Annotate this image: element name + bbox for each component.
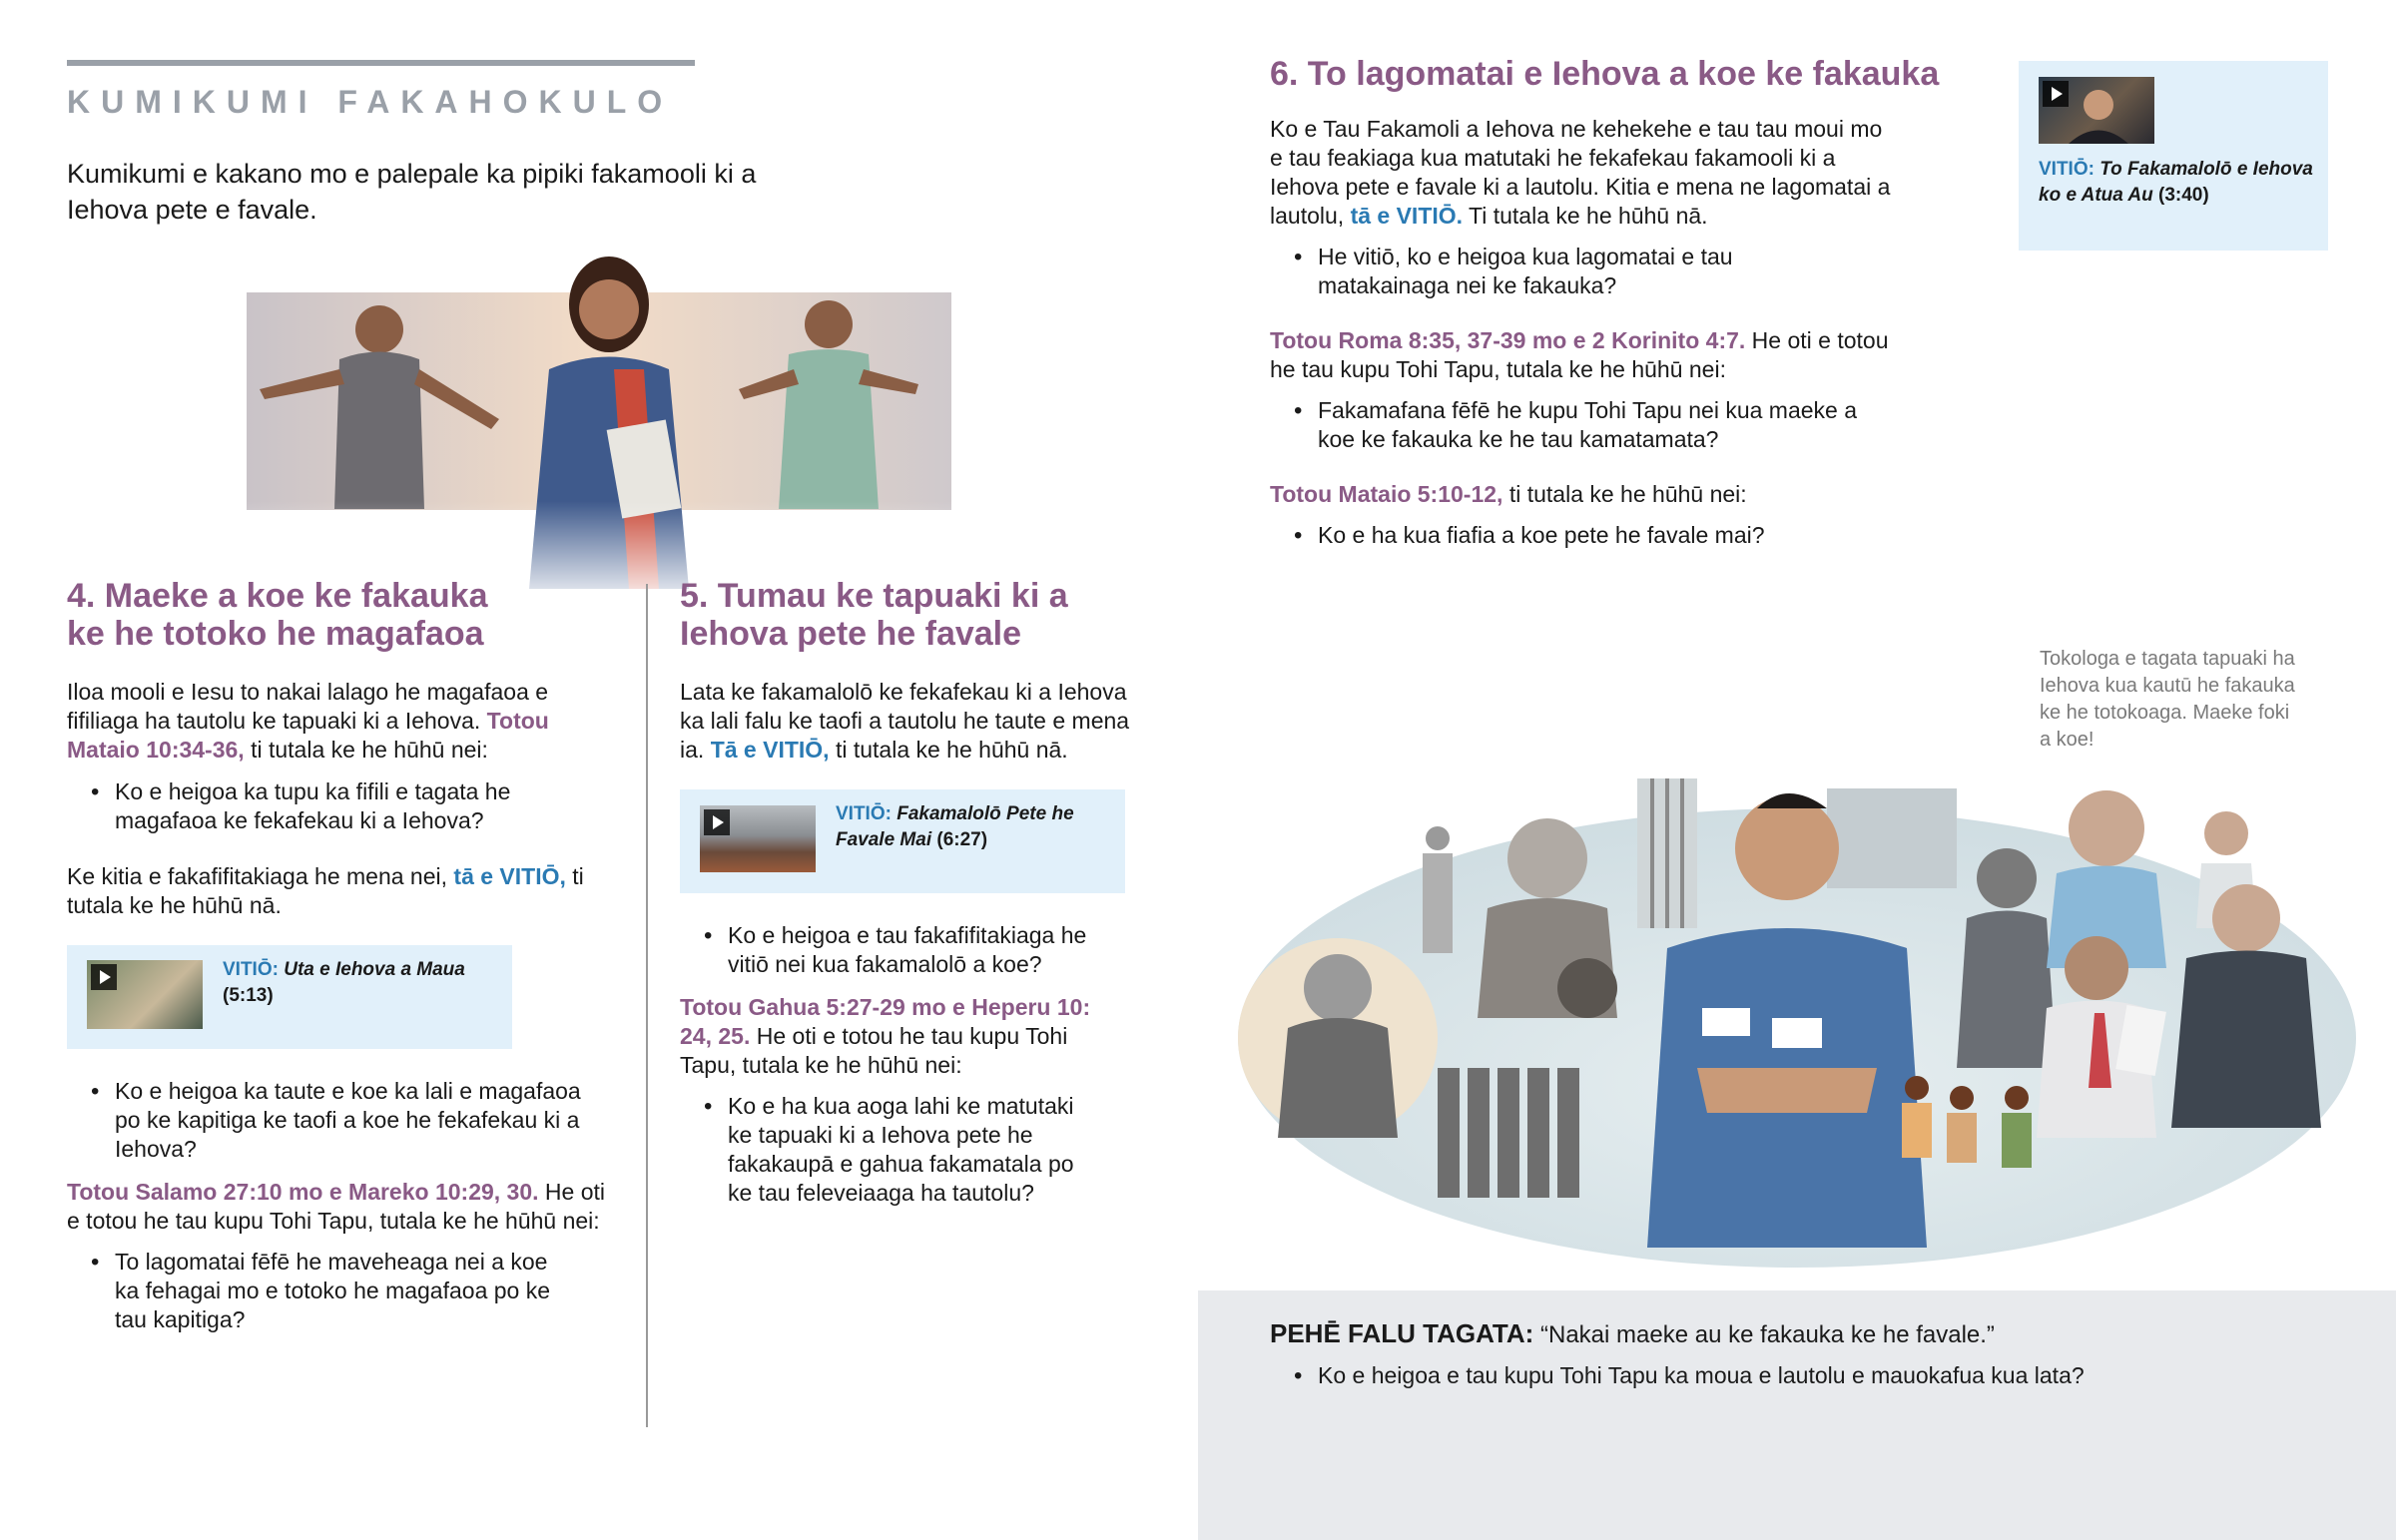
scripture-ref[interactable]: Totou Mataio 5:10-12,	[1270, 481, 1503, 507]
faithful-worshippers-illustration	[1228, 769, 2361, 1268]
play-icon	[704, 809, 730, 835]
column-divider	[646, 584, 648, 1427]
video-thumbnail	[87, 960, 203, 1029]
section-4-heading: 4. Maeke a koe ke fakauka ke he totoko he magafaoa	[67, 577, 488, 653]
video-link[interactable]: Tā e VITIŌ,	[710, 737, 830, 763]
footer-panel	[1198, 1290, 2396, 1540]
section-4-paragraph-1: Iloa mooli e Iesu to nakai lalago he magafaoa e fifiliaga ha tautolu ke tapuaki ki a Iehova. Totou Mataio 10:34-36, ti tutala ke he hūhū nei:	[67, 679, 549, 763]
section-5	[680, 577, 1139, 1208]
video-card-atua[interactable]	[2019, 61, 2328, 251]
question-item: • Ko e heigoa ka tupu ka fifili e tagata he magafaoa ke fekafekau ki a Iehova?	[67, 777, 536, 835]
section-4-paragraph-3: Totou Salamo 27:10 mo e Mareko 10:29, 30. He oti e totou he tau kupu Tohi Tapu, tutala ke he hūhū nei:	[67, 1179, 606, 1234]
question-item: • To lagomatai fēfē he maveheaga nei a koe ka fehagai mo e totoko he magafaoa po ke tau kapitiga?	[67, 1248, 576, 1334]
video-link[interactable]: tā e VITIŌ.	[1350, 203, 1464, 229]
video-thumbnail	[2039, 77, 2154, 144]
scripture-ref[interactable]: Totou Roma 8:35, 37-39 mo e 2 Korinito 4:7.	[1270, 327, 1746, 353]
video-thumbnail	[700, 805, 816, 872]
video-link[interactable]: tā e VITIŌ,	[453, 863, 566, 889]
scripture-ref[interactable]: Totou Mataio 10:34-36,	[67, 708, 549, 763]
section-kicker: KUMIKUMI FAKAHOKULO	[67, 84, 674, 120]
scripture-ref[interactable]: Totou Gahua 5:27-29 mo e Heperu 10: 24, 25.	[680, 994, 1091, 1049]
video-label: VITIŌ: Uta e Iehova a Maua (5:13)	[223, 959, 465, 1006]
question-item: • He vitiō, ko e heigoa kua lagomatai e tau matakainaga nei ke fakauka?	[1270, 243, 1869, 300]
scripture-ref[interactable]: Totou Salamo 27:10 mo e Mareko 10:29, 30.	[67, 1179, 539, 1205]
intro-text: Kumikumi e kakano mo e palepale ka pipiki fakamooli ki a Iehova pete e favale.	[67, 159, 757, 225]
section-6-paragraph-1: Ko e Tau Fakamoli a Iehova ne kehekehe e tau tau moui mo e tau feakiaga kua matutaki he fekafekau fakamooli ki a Iehova pete e favale ki a lautolu. Kitia e mena ne lagomatai a lautolu, tā e VITIŌ. Ti tutala ke he hūhū nā.	[1270, 116, 1891, 229]
section-6-paragraph-2: Totou Roma 8:35, 37-39 mo e 2 Korinito 4:7. He oti e totou he tau kupu Tohi Tapu, tutala ke he hūhū nei:	[1270, 327, 1889, 382]
question-item: • Ko e heigoa ka taute e koe ka lali e magafaoa po ke kapitiga ke taofi a koe he fekafekau ki a Iehova?	[67, 1077, 586, 1164]
section-5-heading: 5. Tumau ke tapuaki ki a Iehova pete he favale	[680, 577, 1068, 653]
question-item: • Ko e ha kua fiafia a koe pete he favale mai?	[1270, 521, 1909, 550]
illustration-caption: Tokologa e tagata tapuaki ha Iehova kua kautū he fakauka ke he totokoaga. Maeke foki a koe!	[2040, 648, 2295, 751]
video-label: VITIŌ: To Fakamalolō e Iehova ko e Atua Au (3:40)	[2039, 159, 2313, 206]
question-item: • Ko e ha kua aoga lahi ke matutaki ke tapuaki ki a Iehova pete he fakakaupā e gahua fakamatala po ke tau feleveiaaga ha tautolu?	[680, 1092, 1089, 1208]
video-card-fakamalolo[interactable]	[680, 789, 1125, 893]
header-rule	[67, 60, 695, 66]
section-4-paragraph-2: Ke kitia e fakafifitakiaga he mena nei, tā e VITIŌ, ti tutala ke he hūhū nā.	[67, 863, 584, 918]
family-illustration	[220, 250, 958, 609]
play-icon	[91, 964, 117, 990]
footer-label: PEHĒ FALU TAGATA:	[1270, 1318, 1534, 1348]
footer-quote: “Nakai maeke au ke fakauka ke he favale.”	[1533, 1321, 1995, 1348]
play-icon	[2043, 81, 2069, 107]
section-5-paragraph-1: Lata ke fakamalolō ke fekafekau ki a Iehova ka lali falu ke taofi a tautolu he taute e mena ia. Tā e VITIŌ, ti tutala ke he hūhū nā.	[680, 679, 1130, 763]
question-item: • Ko e heigoa e tau kupu Tohi Tapu ka moua e lautolu e mauokafua kua lata?	[1270, 1361, 2268, 1390]
section-6-paragraph-3: Totou Mataio 5:10-12, ti tutala ke he hūhū nei:	[1270, 481, 1747, 507]
section-5-paragraph-2: Totou Gahua 5:27-29 mo e Heperu 10: 24, 25. He oti e totou he tau kupu Tohi Tapu, tutala ke he hūhū nei:	[680, 994, 1091, 1078]
section-6	[1270, 55, 1940, 550]
video-label: VITIŌ: Fakamalolō Pete he Favale Mai (6:27)	[836, 803, 1074, 850]
question-item: • Ko e heigoa e tau fakafifitakiaga he vitiō nei kua fakamalolō a koe?	[680, 921, 1099, 979]
footer-quote-line	[1270, 1317, 1995, 1351]
video-card-uta[interactable]	[67, 945, 512, 1049]
question-item: • Fakamafana fēfē he kupu Tohi Tapu nei kua maeke a koe ke fakauka ke he tau kamatamata?	[1270, 396, 1889, 454]
section-6-heading: 6. To lagomatai e Iehova a koe ke fakauka	[1270, 55, 1940, 93]
section-4	[67, 577, 606, 1334]
